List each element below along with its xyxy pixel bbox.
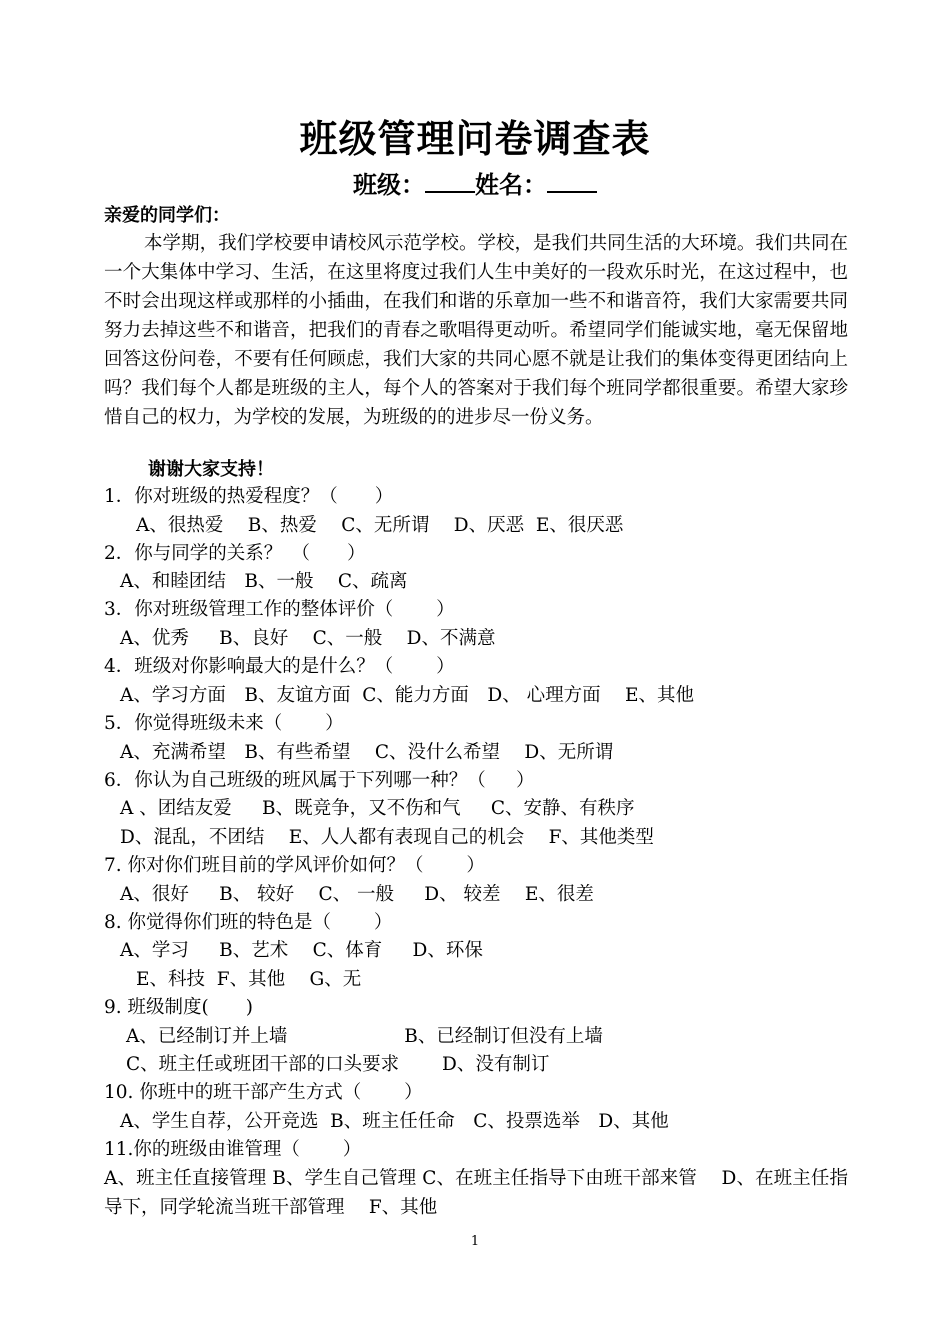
question-11-options: A、班主任直接管理 B、学生自己管理 C、在班主任指导下由班干部来管 D、在班主任指导下，同学轮流当班干部管理 F、其他 [104,1168,848,1218]
question-9: 9. 班级制度( ) [104,997,253,1018]
page-number: 1 [470,1234,480,1249]
question-7-options: A、很好 B、 较好 C、 一般 D、 较差 E、很差 [120,884,594,905]
class-blank [425,169,475,193]
question-6-options-b: D、混乱，不团结 E、人人都有表现自己的机会 F、其他类型 [120,827,654,848]
question-2: 2．你与同学的关系？ （ ） [104,543,366,564]
name-label: 姓名： [475,171,547,199]
question-8-options-a: A、学习 B、艺术 C、体育 D、环保 [120,940,483,961]
page-title: 班级管理问卷调查表 [299,117,651,161]
question-1-options: A、很热爱 B、热爱 C、无所谓 D、厌恶 E、很厌恶 [136,515,624,536]
thanks-line: 谢谢大家支持！ [148,459,274,480]
question-4: 4．班级对你影响最大的是什么？（ ） [104,656,455,677]
question-11: 11.你的班级由谁管理（ ） [104,1139,362,1160]
question-10: 10. 你班中的班干部产生方式（ ） [104,1082,423,1103]
question-7: 7. 你对你们班目前的学风评价如何？（ ） [104,855,485,876]
class-name-line [0,168,950,202]
question-8: 8. 你觉得你们班的特色是（ ） [104,912,393,933]
greeting: 亲爱的同学们： [104,205,230,226]
question-6-options-a: A 、团结友爱 B、既竞争，又不伤和气 C、安静、有秩序 [120,798,635,819]
question-4-options: A、学习方面 B、友谊方面 C、能力方面 D、 心理方面 E、其他 [120,685,694,706]
question-1: 1．你对班级的热爱程度？（ ） [104,486,394,507]
question-10-options: A、学生自荐，公开竞选 B、班主任任命 C、投票选举 D、其他 [120,1111,669,1132]
intro-paragraph: 本学期，我们学校要申请校风示范学校。学校，是我们共同生活的大环境。我们共同在一个大集体中学习、生活，在这里将度过我们人生中美好的一段欢乐时光，在这过程中，也不时会出现这样或那样的小插曲，在我们和谐的乐章加一些不和谐音符，我们大家需要共同努力去掉这些不和谐音，把我们的青春之歌唱得更动听。希望同学们能诚实地，毫无保留地回答这份问卷，不要有任何顾虑，我们大家的共同心愿不就是让我们的集体变得更团结向上吗？我们每个人都是班级的主人，每个人的答案对于我们每个班同学都很重要。希望大家珍惜自己的权力，为学校的发展，为班级的的进步尽一份义务。 [104,233,848,428]
question-8-options-b: E、科技 F、其他 G、无 [136,969,362,990]
question-6: 6．你认为自己班级的班风属于下列哪一种？（ ） [104,770,535,791]
name-blank [547,169,597,193]
question-3: 3．你对班级管理工作的整体评价（ ） [104,599,455,620]
question-5-options: A、充满希望 B、有些希望 C、没什么希望 D、无所谓 [120,742,614,763]
question-9-options-b: C、班主任或班团干部的口头要求 D、没有制订 [126,1054,550,1075]
question-9-options-a: A、已经制订并上墙 B、已经制订但没有上墙 [126,1026,603,1047]
question-5: 5．你觉得班级未来（ ） [104,713,344,734]
question-3-options: A、优秀 B、良好 C、一般 D、不满意 [120,628,496,649]
question-2-options: A、和睦团结 B、一般 C、疏离 [120,571,408,592]
class-label: 班级： [353,171,425,199]
